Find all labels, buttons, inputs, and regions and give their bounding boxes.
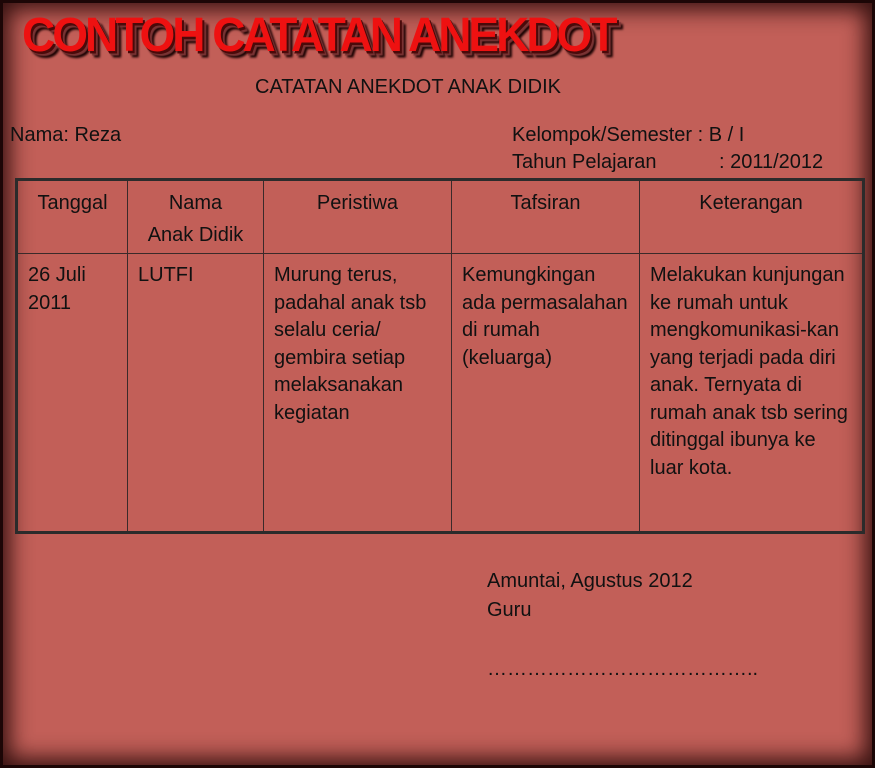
cell-tanggal: 26 Juli 2011 — [17, 254, 128, 533]
school-year-value: : 2011/2012 — [719, 151, 824, 173]
column-header-keterangan: Keterangan — [640, 180, 864, 254]
school-year — [512, 151, 824, 174]
document-title: CATATAN ANEKDOT ANAK DIDIK — [255, 76, 561, 98]
signature-place-date: Amuntai, Agustus 2012 — [487, 570, 693, 592]
signature-role: Guru — [487, 599, 532, 621]
school-year-label: Tahun Pelajaran — [512, 151, 657, 173]
column-header-tanggal: Tanggal — [17, 180, 128, 254]
cell-peristiwa: Murung terus, padahal anak tsb selalu ceria/ gembira setiap melaksanakan kegiatan — [264, 254, 452, 533]
column-header-peristiwa: Peristiwa — [264, 180, 452, 254]
cell-tafsiran: Kemungkingan ada permasalahan di rumah (keluarga) — [452, 254, 640, 533]
anecdote-table — [15, 178, 865, 534]
student-name: Nama: Reza — [10, 124, 122, 146]
column-header-tafsiran: Tafsiran — [452, 180, 640, 254]
column-header-nama: Nama Anak Didik — [128, 180, 264, 254]
table-row — [17, 254, 864, 533]
signature-line: ………………………………….. — [487, 658, 759, 680]
table-header-row — [17, 180, 864, 254]
cell-nama: LUTFI — [128, 254, 264, 533]
banner-title: CONTOH CATATAN ANEKDOT — [22, 7, 615, 62]
group-semester: Kelompok/Semester : B / I — [512, 124, 745, 146]
cell-keterangan: Melakukan kunjungan ke rumah untuk mengkomunikasi-kan yang terjadi pada diri anak. Ternyata di rumah anak tsb sering ditinggal ibunya ke luar kota. — [640, 254, 864, 533]
